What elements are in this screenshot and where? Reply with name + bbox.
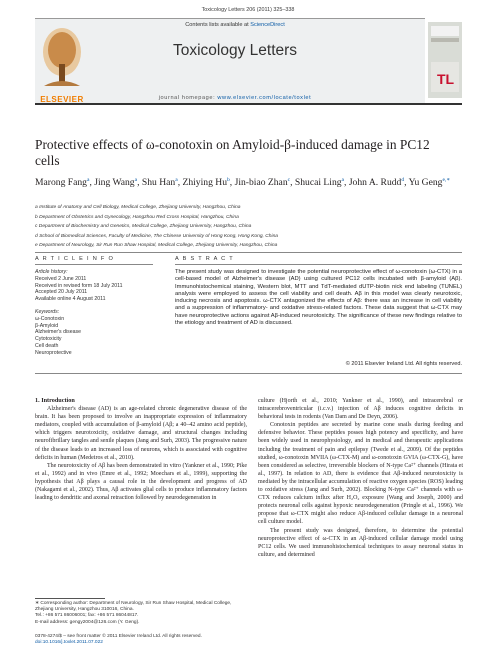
body-paragraph: The present study was designed, therefore, to determine the potential neuroprotective effect of ω-CTX in an Aβ-induced cellular damage model using PC12 cells. We used immunohistochemical techniques to assay neuronal status in culture, and determined [258,527,463,558]
front-matter-notice [35,634,250,646]
author-list: Marong Fang$^a$, Jing Wang$^a$, Shu Han$^a$, Zhiying Hu$^b$, Jin-biao Zhan$^c$, Shucai Ling$^a$, John A. Rudd$^d$, Yu Geng$^{e,∗}$ [35,177,451,189]
author-affiliation-marker[interactable]: a [134,177,138,183]
homepage-link[interactable]: www.elsevier.com/locate/toxlet [217,95,312,101]
author-affiliation-marker[interactable]: b [227,177,230,183]
abstract-rule [175,264,462,265]
history-list [35,276,155,303]
affiliation: b Department of Obstetrics and Gynecology, Hangzhou Red Cross Hospital, Hangzhou, China [35,214,239,220]
article-info [35,269,155,357]
abstract-copyright: © 2011 Elsevier Ireland Ltd. All rights reserved. [345,361,462,367]
contents-line [70,22,400,28]
corresponding-author-footnote [35,601,250,626]
keyword: β-Amyloid [35,322,59,329]
history-item: Available online 4 August 2011 [35,296,106,303]
body-paragraph: Conotoxin peptides are secreted by marine cone snails during feeding and defensive behavior. These peptides posses high potency and specificity, and have been widely used in neurophysiology, and in medical and therapeutic applications including the treatment of pain and epilepsy (Twede et al., 2009). Of the peptides studied, ω-conotoxin MVIIA (ω-CTX-M) and ω-conotoxin GVIA (ω-CTX-G), have been considered as selective, irreversible blockers of N-type Ca²⁺ channels (Hirata et al., 1997). In relation to AD, there is evidence that Aβ-induced neurotoxicity is mediated by the intracellular accumulation of reactive oxygen species (ROS) leading to oxidative stress (Jang and Surh, 2002). Blocking N-type Ca²⁺ channels with ω-CTX reduces calcium influx after H₂O₂ exposure (Wang and Joseph, 2000) and protects neuronal cells against hypoxic neurodegeneration (Pringle et al., 1996). We propose that ω-CTX might also reduce Aβ-induced cellular damage in a neuronal cell culture model. [258,422,463,526]
body-column-right [258,397,463,559]
header-rule [35,103,462,105]
footnote-line: Tel.: +86 571 86006001; fax: +86 571 86044817. [35,613,139,619]
section-rule-bottom [35,373,462,374]
affiliation: a Institute of Anatomy and Cell Biology, Medical College, Zhejiang University, Hangzhou, China [35,205,241,210]
body-paragraph: Alzheimer's disease (AD) is an age-related chronic degenerative disease of the brain. It has been proposed to involve an inappropriate expression of inflammatory mediators, coupled with accumulation of β-amyloid (Aβ; a 40–42 amino acid peptide), which triggers neurotoxicity, oxidative damage, and structural changes including neurofibrillary tangles and senile plaques (Jang and Surh, 2003). The progressive nature of the disease leads to an increased loss of neurons, which is associated with cognitive deficits in human (Medeiros et al., 2010). [35,406,247,461]
affiliation-list [35,203,465,251]
contents-prefix: Contents lists available at [185,22,251,28]
author-name[interactable]: Shucai Ling [294,177,342,189]
abstract-text: The present study was designed to investigate the potential neuroprotective effect of ω-conotoxin (ω-CTX) in a cell-based model of Alzheimer's disease (AD) using cultured PC12 cells incubated with β-amyloid (Aβ). Immunohistochemical staining, Western blot, MTT and TdT-mediated dUTP-biotin nick end labeling (TUNEL) analysis were employed to assess the cell viability and cell death. Aβ in this model was clearly neurotoxic, inducing necrosis and apoptosis. ω-CTX antagonized the effects of Aβ: there was an increase in cell viability and a suppression of inflammatory- and oxidative stress-related factors. These data suggest that ω-CTX may have neuroprotective actions against Aβ-induced neurotoxicity. The significance of these new findings relative to the etiology and treatment of AD is discussed. [175,269,462,327]
journal-header-box [35,18,425,103]
history-item: Received 2 June 2011 [35,275,87,282]
introduction-heading: 1. Introduction [35,397,75,404]
running-head: Toxicology Letters 206 (2011) 325–338 [201,7,295,13]
author-name[interactable]: Shu Han [141,177,176,189]
journal-homepage [70,95,400,101]
keyword: Cytotoxicity [35,336,62,343]
journal-title[interactable]: Toxicology Letters [172,42,298,59]
author-name[interactable]: Yu Geng [408,177,443,189]
sciencedirect-link[interactable]: ScienceDirect [250,22,285,28]
affiliation: e Department of Neurology, Sir Run Run Shaw Hospital, Medical College, Zhejiang University, Hangzhou, China [35,243,278,249]
issn-line: 0378-4274/$ – see front matter © 2011 Elsevier Ireland Ltd. All rights reserved. [35,634,202,639]
affiliation: d School of Biomedical Sciences, Faculty of Medicine, The Chinese University of Hong Kong, Hong Kong, China [35,233,279,239]
section-rule-top [35,252,462,253]
author-affiliation-marker[interactable]: d [401,177,405,183]
abstract-heading: A B S T R A C T [175,256,234,262]
keyword: ω-Conotoxin [35,315,65,322]
doi-link[interactable]: doi:10.1016/j.toxlet.2011.07.022 [35,640,103,646]
author-affiliation-marker[interactable]: a [175,177,178,183]
author-affiliation-marker[interactable]: e,∗ [442,177,451,183]
history-label: Article history: [35,269,68,275]
keywords-label: Keywords: [35,308,60,315]
author-name[interactable]: Marong Fang [35,177,87,189]
keyword: Cell death [35,342,59,349]
footnote-rule [35,598,105,599]
author-affiliation-marker[interactable]: a [341,177,345,183]
keyword: Alzheimer's disease [35,329,81,336]
author-affiliation-marker[interactable]: a [86,177,90,183]
body-paragraph: The neurotoxicity of Aβ has been demonstrated in vitro (Yankner et al., 1990; Pike et al., 1992) and in vivo (Emre et al., 1992; Moechars et al., 1999), supporting the hypothesis that Aβ plays a causal role in the development and progress of AD (Nakagami et al., 2002). Thus, Aβ activates glial cells to produce inflammatory factors leading to dendritic and axonal retraction followed by neurodegeneration in [35,462,247,502]
history-item: Received in revised form 18 July 2011 [35,282,123,289]
author-name[interactable]: Jing Wang [94,177,135,189]
keyword: Neuroprotective [35,349,72,356]
article-title: Protective effects of ω-conotoxin on Amyloid-β-induced damage in PC12 cells [35,137,430,168]
author-name[interactable]: Zhiying Hu [182,177,227,189]
author-name[interactable]: Jin-biao Zhan [234,177,288,189]
cover-tl-text: TL [437,71,455,87]
publisher-logo-text: ELSEVIER [40,95,84,104]
author-affiliation-marker[interactable]: c [287,177,291,183]
body-paragraph: culture (Hjorth et al., 2010; Yankner et al., 1990), and intracerebral or intracerebroventricular (i.c.v.) injection of Aβ induces cognitive deficits in behavioral tests in rodents (Van Dam and De Deyn, 2006). [258,398,463,421]
journal-cover-image [428,22,462,98]
article-info-rule [35,264,153,265]
homepage-prefix: journal homepage: [158,95,218,101]
keywords-list [35,316,155,357]
footnote-line: ∗ Corresponding author: Department of Neurology, Sir Run Shaw Hospital, Medical College, Zhejiang University, Hangzhou 310016, China. [35,601,232,613]
author-name[interactable]: John A. Rudd [348,177,402,189]
article-info-heading: A R T I C L E I N F O [35,256,115,262]
affiliation: c Department of Biochemistry and Genetics, Medical College, Zhejiang University, Hangzhou, China [35,224,252,230]
body-column-left [35,397,247,502]
history-item: Accepted 20 July 2011 [35,289,88,296]
footnote-email[interactable]: E-mail address: gengy2004@126.com (Y. Geng). [35,619,140,625]
